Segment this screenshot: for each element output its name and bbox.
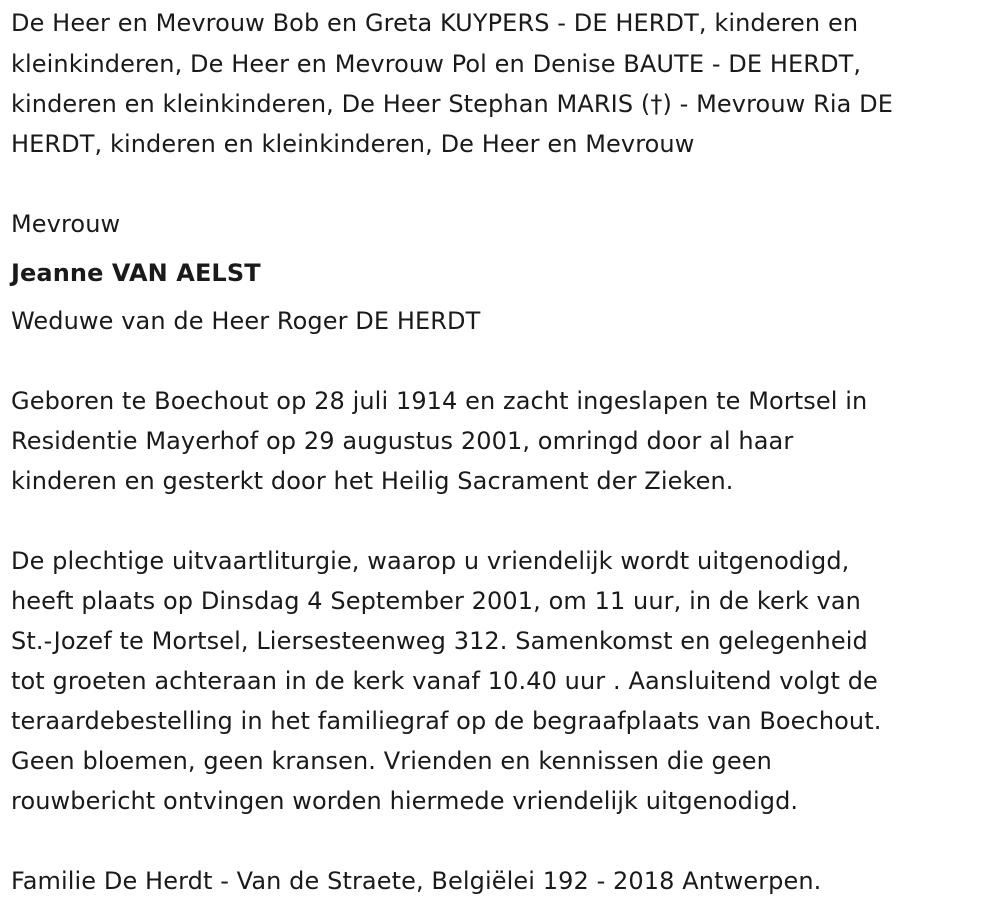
funeral-line: heeft plaats op Dinsdag 4 September 2001, om 11 uur, in de kerk van [11,587,861,615]
funeral-line: De plechtige uitvaartliturgie, waarop u vriendelijk wordt uitgenodigd, [11,547,850,575]
intro-line: kleinkinderen, De Heer en Mevrouw Pol en Denise BAUTE - DE HERDT, [11,50,862,78]
funeral-line: rouwbericht ontvingen worden hiermede vriendelijk uitgenodigd. [11,787,799,815]
birth-death-line: kinderen en gesterkt door het Heilig Sacrament der Zieken. [11,467,734,495]
deceased-relation: Weduwe van de Heer Roger DE HERDT [11,307,481,335]
funeral-line: St.-Jozef te Mortsel, Liersesteenweg 312. Samenkomst en gelegenheid [11,627,868,655]
intro-line: kinderen en kleinkinderen, De Heer Stephan MARIS (†) - Mevrouw Ria DE [11,90,894,118]
intro-line: De Heer en Mevrouw Bob en Greta KUYPERS - DE HERDT, kinderen en [11,9,859,37]
deceased-name: Jeanne VAN AELST [11,259,261,287]
family-address: Familie De Herdt - Van de Straete, Belgiëlei 192 - 2018 Antwerpen. [11,867,822,895]
funeral-line: teraardebestelling in het familiegraf op de begraafplaats van Boechout. [11,707,882,735]
birth-death-line: Residentie Mayerhof op 29 augustus 2001, omringd door al haar [11,427,794,455]
funeral-line: tot groeten achteraan in de kerk vanaf 10.40 uur . Aansluitend volgt de [11,667,878,695]
funeral-line: Geen bloemen, geen kransen. Vrienden en kennissen die geen [11,747,772,775]
deceased-title: Mevrouw [11,210,121,238]
birth-death-line: Geboren te Boechout op 28 juli 1914 en zacht ingeslapen te Mortsel in [11,387,868,415]
intro-line: HERDT, kinderen en kleinkinderen, De Heer en Mevrouw [11,130,695,158]
